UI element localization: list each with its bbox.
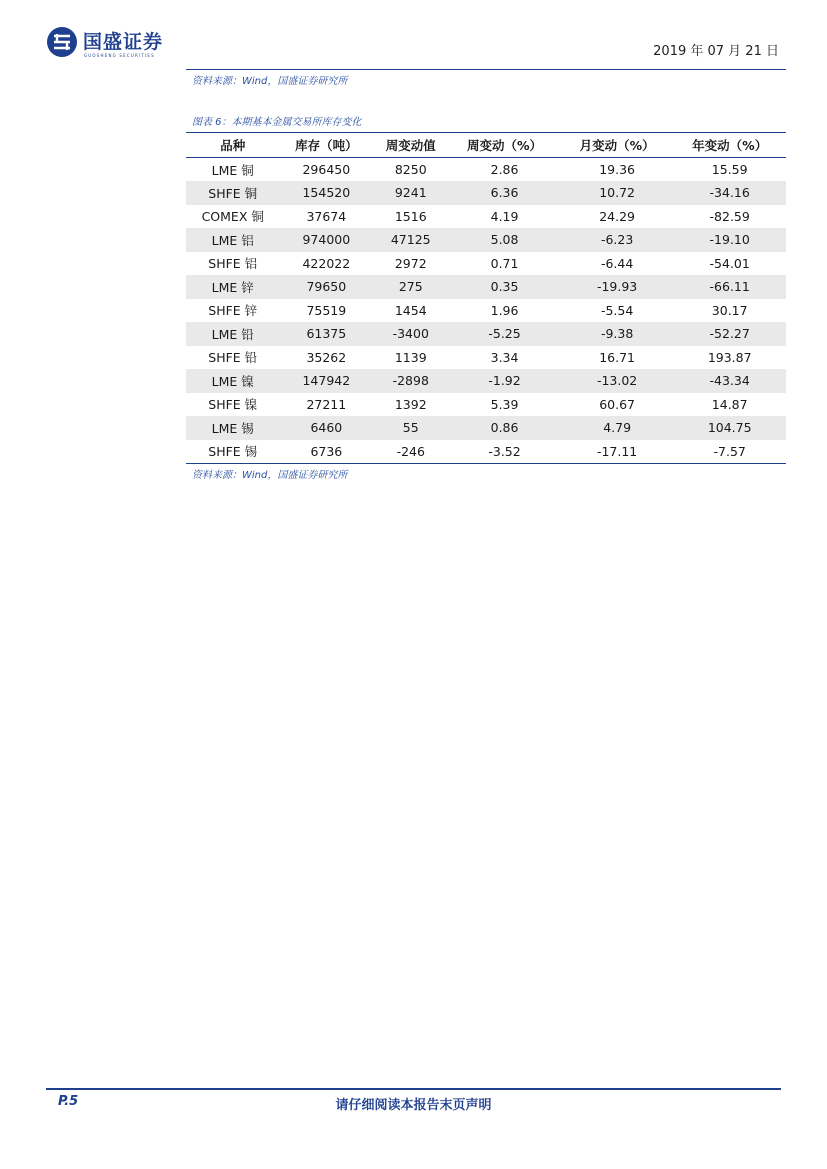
cell-variety: LME 锌 [211, 279, 254, 295]
cell-inventory: 296450 [302, 162, 351, 177]
disclaimer-note: 请仔细阅读本报告末页声明 [335, 1098, 492, 1113]
table-row [186, 369, 786, 393]
cell-yearly-change-pct: 15.59 [711, 162, 748, 177]
table-row [186, 322, 786, 346]
cell-weekly-change-value: 47125 [390, 232, 431, 248]
cell-variety: SHFE 铜 [208, 185, 258, 201]
table-row [186, 299, 786, 323]
table-row [186, 228, 786, 252]
table-row [186, 275, 786, 299]
cell-yearly-change-pct: 193.87 [707, 349, 752, 365]
header-cell-monthly-change-pct: 月变动（%） [561, 133, 674, 158]
cell-weekly-change-pct: 5.08 [490, 232, 519, 248]
cell-variety: LME 镍 [211, 373, 254, 389]
cell-inventory: 974000 [302, 232, 351, 248]
cell-weekly-change-value: 1392 [394, 396, 427, 412]
cell-weekly-change-pct: 0.35 [490, 279, 519, 295]
cell-weekly-change-pct: 0.71 [490, 255, 519, 271]
cell-variety: SHFE 铝 [208, 256, 258, 272]
guosheng-logo-icon [46, 26, 78, 58]
cell-weekly-change-pct: -5.25 [488, 326, 521, 342]
cell-weekly-change-value: -2898 [392, 373, 429, 389]
cell-variety: LME 锡 [211, 420, 254, 436]
header-cell-yearly-change-pct: 年变动（%） [673, 133, 786, 158]
cell-variety: LME 铝 [211, 232, 254, 248]
cell-weekly-change-pct: 1.96 [490, 302, 519, 318]
header-cell-variety: 品种 [186, 133, 279, 158]
header-cell-weekly-change-value: 周变动值 [373, 133, 448, 158]
cell-yearly-change-pct: 14.87 [711, 396, 748, 412]
cell-inventory: 37674 [306, 208, 347, 224]
header-cell-inventory: 库存（吨） [279, 133, 373, 158]
cell-inventory: 79650 [306, 279, 347, 295]
cell-monthly-change-pct: -13.02 [596, 373, 638, 389]
table-body [186, 158, 786, 464]
footer-divider [46, 1088, 781, 1090]
brand-name-english: GUOSHENG SECURITIES [84, 53, 155, 58]
cell-weekly-change-pct: -3.52 [448, 440, 561, 464]
cell-inventory: 154520 [302, 185, 351, 201]
table-row [186, 158, 786, 182]
cell-weekly-change-value: -3400 [392, 326, 429, 342]
cell-yearly-change-pct: -19.10 [709, 232, 750, 248]
cell-weekly-change-pct: 3.34 [490, 349, 519, 365]
cell-variety: SHFE 锡 [186, 440, 279, 464]
cell-weekly-change-value: 9241 [394, 185, 427, 201]
cell-yearly-change-pct: 104.75 [707, 420, 752, 436]
cell-monthly-change-pct: 19.36 [599, 162, 635, 177]
cell-weekly-change-pct: 0.86 [490, 420, 519, 436]
source-note-top: 资料来源：Wind，国盛证券研究所 [192, 76, 348, 87]
table-row [186, 416, 786, 440]
table-row [186, 181, 786, 205]
cell-weekly-change-pct: -1.92 [488, 373, 521, 389]
cell-weekly-change-value: 275 [398, 279, 423, 295]
source-note-bottom: 资料来源：Wind，国盛证券研究所 [192, 470, 348, 481]
cell-yearly-change-pct: -54.01 [709, 255, 750, 271]
cell-yearly-change-pct: -52.27 [709, 326, 750, 342]
cell-monthly-change-pct: -5.54 [600, 302, 634, 318]
report-date: 2019 年 07 月 21 日 [653, 44, 779, 59]
table-header-row [186, 133, 786, 158]
cell-monthly-change-pct: 4.79 [603, 420, 632, 436]
cell-weekly-change-pct: 5.39 [490, 396, 519, 412]
cell-inventory: 75519 [306, 302, 347, 318]
cell-yearly-change-pct: -7.57 [673, 440, 786, 464]
cell-yearly-change-pct: -82.59 [709, 208, 750, 224]
cell-variety: SHFE 镍 [208, 397, 258, 413]
cell-variety: LME 铅 [211, 326, 254, 342]
cell-weekly-change-pct: 4.19 [490, 208, 519, 224]
cell-variety: COMEX 铜 [201, 209, 264, 225]
table-caption: 图表 6：本期基本金属交易所库存变化 [192, 117, 362, 128]
cell-monthly-change-pct: -19.93 [596, 279, 638, 295]
brand-name: 国盛证券 [83, 31, 164, 53]
cell-monthly-change-pct: 16.71 [599, 349, 635, 365]
cell-monthly-change-pct: -9.38 [600, 326, 634, 342]
cell-inventory: 147942 [302, 373, 351, 389]
cell-monthly-change-pct: 24.29 [599, 208, 635, 224]
cell-inventory: 35262 [306, 349, 347, 365]
cell-yearly-change-pct: -34.16 [709, 185, 750, 201]
cell-weekly-change-pct: 2.86 [490, 162, 519, 177]
header-cell-weekly-change-pct: 周变动（%） [448, 133, 561, 158]
cell-inventory: 6460 [310, 420, 343, 436]
cell-variety: SHFE 锌 [208, 303, 258, 319]
cell-yearly-change-pct: -66.11 [709, 279, 750, 295]
cell-monthly-change-pct: 10.72 [599, 185, 635, 201]
cell-weekly-change-value: 1516 [394, 208, 427, 224]
cell-monthly-change-pct: -17.11 [561, 440, 674, 464]
table-row [186, 393, 786, 417]
cell-weekly-change-value: 8250 [394, 162, 427, 177]
cell-weekly-change-pct: 6.36 [490, 185, 519, 201]
cell-inventory: 6736 [279, 440, 373, 464]
cell-monthly-change-pct: -6.23 [600, 232, 634, 248]
cell-inventory: 27211 [306, 396, 347, 412]
cell-weekly-change-value: 1139 [394, 349, 427, 365]
cell-inventory: 61375 [306, 326, 347, 342]
table-row [186, 205, 786, 229]
cell-inventory: 422022 [302, 255, 351, 271]
cell-weekly-change-value: 55 [402, 420, 419, 436]
table-row [186, 252, 786, 276]
cell-yearly-change-pct: 30.17 [711, 302, 748, 318]
cell-monthly-change-pct: 60.67 [599, 396, 635, 412]
cell-variety: LME 铜 [211, 162, 254, 178]
company-logo [46, 26, 163, 58]
cell-yearly-change-pct: -43.34 [709, 373, 750, 389]
inventory-table [186, 132, 786, 464]
table-row [186, 346, 786, 370]
cell-monthly-change-pct: -6.44 [600, 255, 634, 271]
header-divider [186, 69, 786, 70]
cell-variety: SHFE 铅 [208, 350, 258, 366]
cell-weekly-change-value: 1454 [394, 302, 427, 318]
page-number: P.5 [58, 1094, 79, 1109]
cell-weekly-change-value: -246 [373, 440, 448, 464]
cell-weekly-change-value: 2972 [394, 255, 427, 271]
table-row [186, 440, 786, 464]
